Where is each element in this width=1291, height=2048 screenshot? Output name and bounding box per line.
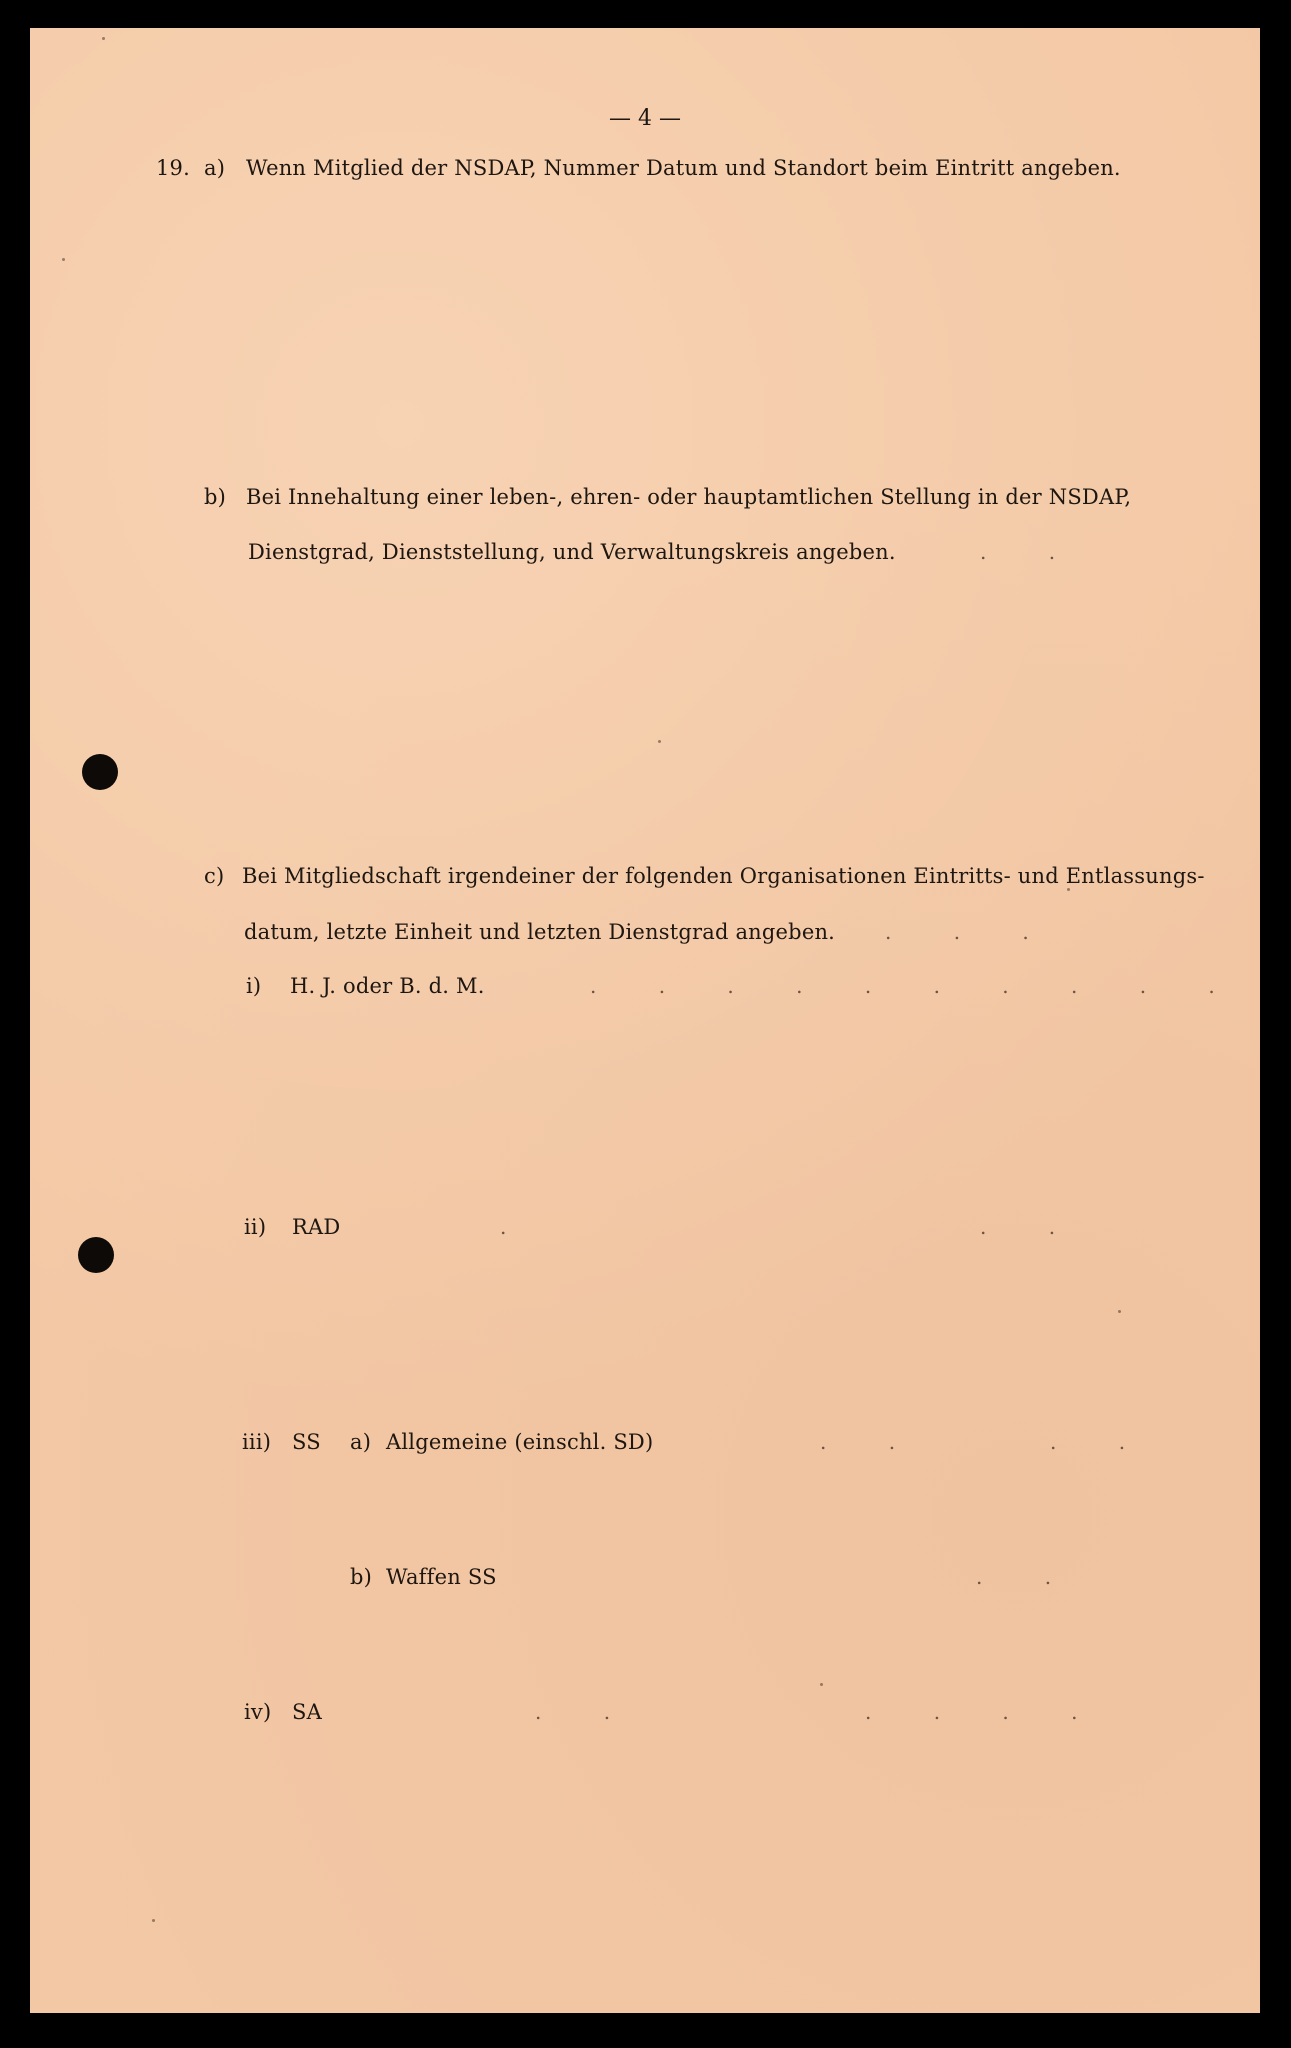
question-a-text: Wenn Mitglied der NSDAP, Nummer Datum und Standort beim Eintritt angeben. xyxy=(246,156,1121,180)
item-i-marker: i) xyxy=(246,974,262,998)
paper-speck xyxy=(152,1919,155,1922)
paper-speck xyxy=(1118,1310,1121,1313)
item-iii-sub-b-marker: b) xyxy=(350,1565,373,1589)
dotted-line: . . . . xyxy=(865,1700,1106,1724)
paper-speck xyxy=(820,1683,823,1686)
item-ii-label: RAD xyxy=(292,1215,341,1239)
question-c-marker: c) xyxy=(204,864,225,888)
paper-speck xyxy=(62,258,65,261)
question-number: 19. xyxy=(156,156,190,180)
item-ii-marker: ii) xyxy=(244,1215,267,1239)
item-iv-label: SA xyxy=(292,1700,322,1724)
dotted-line: . . xyxy=(976,1565,1080,1589)
item-iii-sub-b-label: Waffen SS xyxy=(386,1565,497,1589)
dotted-line: . . xyxy=(535,1700,639,1724)
question-b-line1: Bei Innehaltung einer leben-, ehren- oder hauptamtlichen Stellung in der NSDAP, xyxy=(246,485,1132,509)
item-iii-sub-a-marker: a) xyxy=(350,1430,372,1454)
dotted-line: . xyxy=(500,1215,535,1239)
dotted-line: . . . xyxy=(885,920,1057,944)
dotted-line: . . xyxy=(980,1215,1084,1239)
form-page xyxy=(30,28,1260,2013)
dotted-line: . . xyxy=(820,1430,924,1454)
paper-speck xyxy=(658,740,661,743)
question-c-line2: datum, letzte Einheit und letzten Dienstgrad angeben. xyxy=(244,920,836,944)
dotted-line: . . xyxy=(980,540,1084,564)
punch-hole xyxy=(78,1237,114,1273)
item-iii-sub-a-label: Allgemeine (einschl. SD) xyxy=(386,1430,654,1454)
punch-hole xyxy=(82,754,118,790)
question-c-line1: Bei Mitgliedschaft irgendeiner der folgenden Organisationen Eintritts- und Entlassungs- xyxy=(242,864,1205,888)
question-b-line2: Dienstgrad, Dienststellung, und Verwaltungskreis angeben. xyxy=(248,540,896,564)
dotted-line: . . . . . . . . . . xyxy=(590,974,1243,998)
question-b-marker: b) xyxy=(204,485,227,509)
paper-speck xyxy=(102,37,105,40)
item-iii-marker: iii) xyxy=(242,1430,272,1454)
item-i-label: H. J. oder B. d. M. xyxy=(290,974,485,998)
item-iv-marker: iv) xyxy=(244,1700,272,1724)
question-a-marker: a) xyxy=(204,156,226,180)
page-number: — 4 — xyxy=(609,106,681,131)
dotted-line: . . xyxy=(1050,1430,1154,1454)
item-iii-label: SS xyxy=(292,1430,321,1454)
paper-speck xyxy=(1067,888,1070,891)
